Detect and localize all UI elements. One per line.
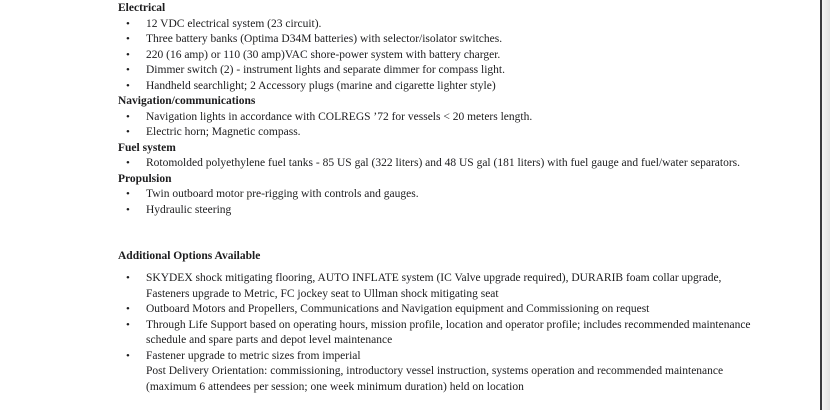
- list-item-text: Navigation lights in accordance with COLREGS ’72 for vessels < 20 meters length.: [146, 110, 533, 123]
- bullet-icon: •: [126, 349, 130, 362]
- bullet-icon: •: [126, 33, 130, 45]
- bullet-icon: •: [126, 272, 130, 284]
- list-item-text: Fasteners upgrade to Metric, FC jockey seat to Ullman shock mitigating seat: [146, 287, 499, 300]
- bullet-icon: •: [126, 64, 130, 76]
- bullet-spacer: [118, 380, 146, 396]
- list-item-text: SKYDEX shock mitigating flooring, AUTO INFLATE system (IC Valve upgrade required), DURARIB foam collar upgrade,: [146, 272, 722, 284]
- list-item: [118, 318, 818, 334]
- list-item-text: Twin outboard motor pre-rigging with controls and gauges.: [146, 188, 419, 200]
- list-item: [118, 63, 818, 79]
- list-item-text: Electric horn; Magnetic compass.: [146, 126, 301, 138]
- list-item-text: Outboard Motors and Propellers, Communications and Navigation equipment and Commissioning on request: [146, 303, 650, 315]
- list-item: [118, 271, 818, 287]
- list-item: [118, 32, 818, 48]
- bullet-spacer: [118, 287, 146, 303]
- list-item: [118, 349, 818, 365]
- outside-page-area: [822, 0, 830, 410]
- list-item: [118, 48, 818, 64]
- list-item: [118, 17, 818, 33]
- list-item-text: Fastener upgrade to metric sizes from imperial: [146, 349, 361, 362]
- bullet-spacer: [118, 364, 146, 380]
- list-item-text: Rotomolded polyethylene fuel tanks - 85 US gal (322 liters) and 48 US gal (181 liters) with fuel gauge and fuel/water separators.: [146, 157, 741, 169]
- section-heading-electrical: Electrical: [118, 2, 166, 14]
- list-item: [118, 125, 818, 141]
- list-item-text: Through Life Support based on operating hours, mission profile, location and operator profile; includes recommended maintenance: [146, 318, 751, 331]
- list-item: [118, 79, 818, 95]
- bullet-icon: •: [126, 17, 130, 30]
- list-item-text: 12 VDC electrical system (23 circuit).: [146, 17, 322, 30]
- list-item-text: (maximum 6 attendees per session; one week minimum duration) held on location: [146, 380, 524, 393]
- list-item-text: Post Delivery Orientation: commissioning, introductory vessel instruction, systems operation and recommended maintenance: [146, 365, 724, 377]
- list-item-continuation: [118, 333, 818, 349]
- list-item-continuation: [118, 287, 818, 303]
- list-item: [118, 156, 818, 172]
- list-item: [118, 110, 818, 126]
- section-heading-navigation: Navigation/communications: [118, 95, 256, 107]
- bullet-icon: •: [126, 157, 130, 169]
- list-item-continuation: [118, 380, 818, 396]
- bullet-icon: •: [126, 48, 130, 61]
- bullet-icon: •: [126, 203, 130, 216]
- bullet-icon: •: [126, 318, 130, 331]
- section-heading-fuel-system: Fuel system: [118, 141, 176, 154]
- bullet-icon: •: [126, 303, 130, 315]
- bullet-spacer: [118, 333, 146, 349]
- spec-text-block: [118, 1, 818, 395]
- section-heading-additional-options: Additional Options Available: [118, 250, 261, 262]
- list-item: [118, 187, 818, 203]
- list-item-text: schedule and spare parts and depot level maintenance: [146, 334, 393, 346]
- bullet-icon: •: [126, 126, 130, 138]
- list-item-text: Hydraulic steering: [146, 203, 232, 216]
- list-item-continuation: [118, 364, 818, 380]
- list-item-text: Three battery banks (Optima D34M batteries) with selector/isolator switches.: [146, 33, 503, 45]
- list-item-text: Dimmer switch (2) - instrument lights and separate dimmer for compass light.: [146, 64, 505, 76]
- list-item-text: 220 (16 amp) or 110 (30 amp)VAC shore-power system with battery charger.: [146, 48, 501, 61]
- bullet-icon: •: [126, 110, 130, 123]
- bullet-icon: •: [126, 188, 130, 200]
- bullet-icon: •: [126, 79, 130, 92]
- vertical-gap: [118, 218, 818, 249]
- list-item: [118, 203, 818, 219]
- list-item: [118, 302, 818, 318]
- section-heading-propulsion: Propulsion: [118, 172, 172, 185]
- list-item-text: Handheld searchlight; 2 Accessory plugs (marine and cigarette lighter style): [146, 79, 496, 92]
